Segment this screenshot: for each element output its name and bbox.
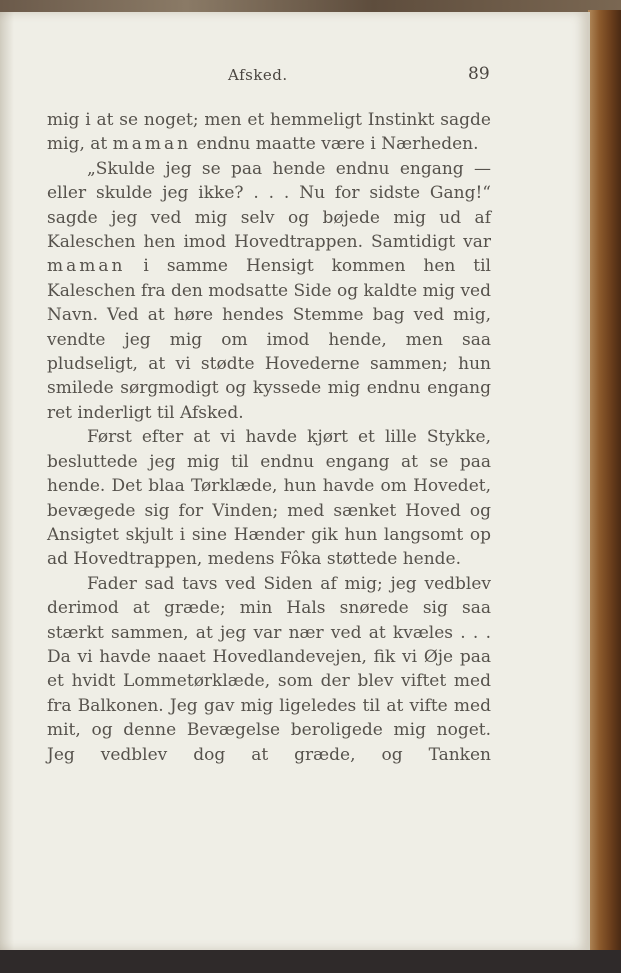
- paragraph: [47, 157, 491, 425]
- text-run: i samme Hensigt kommen hen til Kaleschen fra den modsatte Side og kaldte mig ved Navn. Ved at høre hendes Stemme bag ved mig, vendte jeg mig om imod hende, men saa pludseligt, at vi stødte Hovederne sammen; hun smilede sørgmodigt og kyssede mig endnu engang ret inderligt til Afsked.: [47, 256, 491, 423]
- text-run: endnu maatte være i Nærheden.: [191, 134, 479, 155]
- running-title: Afsked.: [228, 66, 288, 84]
- page-gutter-shadow: [0, 12, 14, 950]
- page-header: [0, 64, 590, 88]
- paragraph: Fader sad tavs ved Siden af mig; jeg vedblev derimod at græde; min Hals snørede sig saa stærkt sammen, at jeg var nær ved at kvæles . . . Da vi havde naaet Hovedlandevejen, fik vi Øje paa et hvidt Lommetørklæde, som der blev viftet med fra Balkonen. Jeg gav mig ligeledes til at vifte med mit, og denne Bevægelse beroligede mig noget. Jeg vedblev dog at græde, og Tanken: [47, 573, 491, 765]
- scan-bottom-edge: [0, 950, 621, 973]
- paragraph-continuation: [47, 108, 491, 157]
- paragraph: Først efter at vi havde kjørt et lille Stykke, besluttede jeg mig til endnu engang at se paa hende. Det blaa Tørklæde, hun havde om Hovedet, bevægede sig for Vinden; med sænket Hoved og Ansigtet skjult i sine Hænder gik hun langsomt op ad Hovedtrappen, medens Fôka støttede hende.: [47, 427, 491, 570]
- text-run: mig i at se noget; men et hemmeligt Instinkt sagde mig, at: [47, 110, 491, 155]
- spaced-word: maman: [112, 134, 192, 155]
- text-run: „Skulde jeg se paa hende endnu engang — eller skulde jeg ikke? . . . Nu for sidste Gang!“ sagde jeg ved mig selv og bøjede mig ud af Kaleschen hen imod Hovedtrappen. Samtidigt var: [47, 158, 491, 253]
- page-number: 89: [468, 64, 490, 84]
- body-text: [47, 108, 491, 767]
- spaced-word: maman: [47, 256, 126, 277]
- book-spine: [588, 10, 621, 955]
